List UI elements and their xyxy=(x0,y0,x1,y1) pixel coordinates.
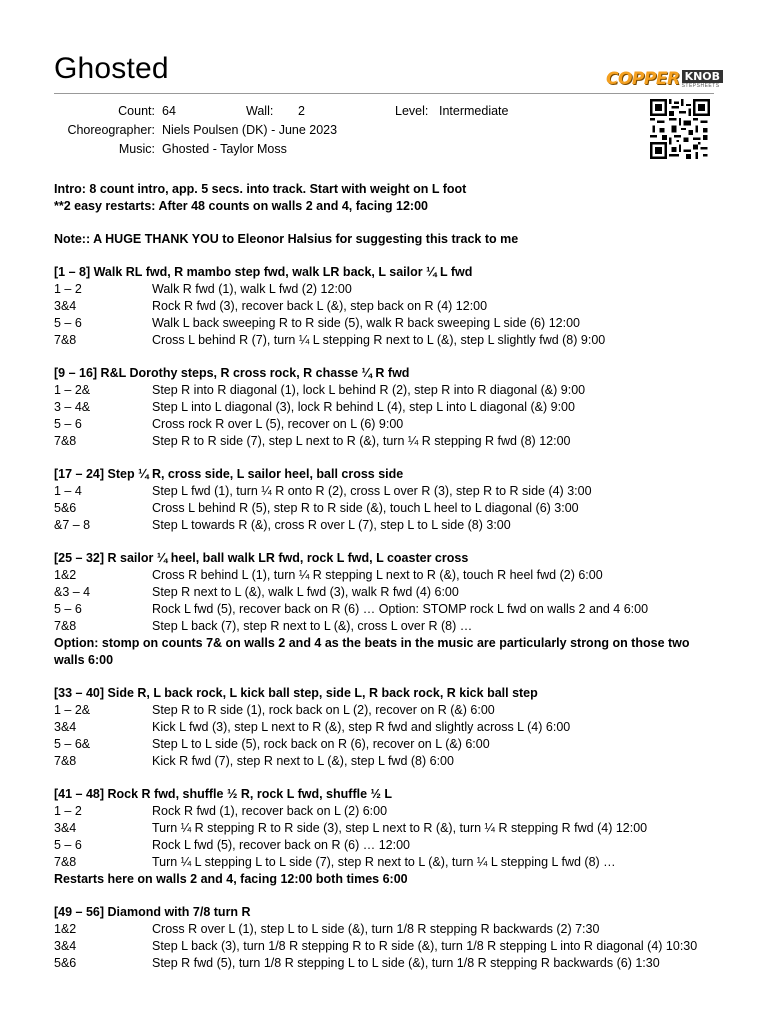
choreographer-value: Niels Poulsen (DK) - June 2023 xyxy=(162,123,338,137)
level-label: Level: xyxy=(395,104,429,118)
step-row xyxy=(54,736,714,753)
section-heading: [33 – 40] Side R, L back rock, L kick ball step, side L, R back rock, R kick ball step xyxy=(54,686,538,700)
step-description: Cross L behind R (5), step R to R side (&), touch L heel to L diagonal (6) 3:00 xyxy=(152,501,579,515)
music-label: Music: xyxy=(118,142,155,156)
section-heading: [49 – 56] Diamond with 7/8 turn R xyxy=(54,905,251,919)
wall-value: 2 xyxy=(298,104,305,118)
step-row xyxy=(54,382,714,399)
step-description: Step L into L diagonal (3), lock R behind L (4), step L into L diagonal (&) 9:00 xyxy=(152,400,575,414)
step-row xyxy=(54,281,714,298)
step-count: 5 – 6 xyxy=(54,838,82,852)
step-description: Step R into R diagonal (1), lock L behind R (2), step R into R diagonal (&) 9:00 xyxy=(152,383,586,397)
step-count: 5 – 6 xyxy=(54,417,82,431)
step-description: Step L back (3), turn 1/8 R stepping R to R side (&), turn 1/8 R stepping L into R diagonal (4) 10:30 xyxy=(152,939,698,953)
step-count: 1 – 2& xyxy=(54,383,91,397)
step-description: Step L to L side (5), rock back on R (6), recover on L (&) 6:00 xyxy=(152,737,490,751)
step-row xyxy=(54,837,714,854)
step-row xyxy=(54,298,714,315)
stepsheet-content xyxy=(54,181,714,988)
step-section xyxy=(54,685,714,770)
step-row xyxy=(54,399,714,416)
step-count: 3&4 xyxy=(54,720,77,734)
intro-line-2: **2 easy restarts: After 48 counts on walls 2 and 4, facing 12:00 xyxy=(54,199,428,213)
step-count: 5 – 6& xyxy=(54,737,91,751)
sections-container xyxy=(54,264,714,972)
step-row xyxy=(54,517,714,534)
step-description: Kick R fwd (7), step R next to L (&), step L fwd (8) 6:00 xyxy=(152,754,454,768)
step-count: 7&8 xyxy=(54,855,77,869)
step-description: Cross L behind R (7), turn ¼ L stepping R next to L (&), step L slightly fwd (8) 9:00 xyxy=(152,333,606,347)
step-count: 3&4 xyxy=(54,299,77,313)
section-note: Restarts here on walls 2 and 4, facing 12:00 both times 6:00 xyxy=(54,872,408,886)
step-row xyxy=(54,601,714,618)
section-heading: [1 – 8] Walk RL fwd, R mambo step fwd, walk LR back, L sailor ¼ L fwd xyxy=(54,265,473,279)
step-description: Walk R fwd (1), walk L fwd (2) 12:00 xyxy=(152,282,352,296)
section-note: Option: stomp on counts 7& on walls 2 and 4 as the beats in the music are particularly strong on those two walls 6:00 xyxy=(54,636,690,667)
qr-code-icon[interactable] xyxy=(650,99,710,159)
wall-label: Wall: xyxy=(246,104,274,118)
step-count: 1&2 xyxy=(54,568,77,582)
step-count: 5 – 6 xyxy=(54,602,82,616)
section-heading: [17 – 24] Step ¼ R, cross side, L sailor heel, ball cross side xyxy=(54,467,404,481)
intro-line-1: Intro: 8 count intro, app. 5 secs. into track. Start with weight on L foot xyxy=(54,182,467,196)
step-row xyxy=(54,618,714,635)
step-count: 3&4 xyxy=(54,821,77,835)
step-count: 5&6 xyxy=(54,956,77,970)
step-section xyxy=(54,786,714,888)
step-row xyxy=(54,938,714,955)
step-row xyxy=(54,433,714,450)
count-label: Count: xyxy=(118,104,155,118)
step-description: Cross rock R over L (5), recover on L (6) 9:00 xyxy=(152,417,404,431)
step-count: 3&4 xyxy=(54,939,77,953)
step-count: 7&8 xyxy=(54,434,77,448)
step-row xyxy=(54,719,714,736)
page-title: Ghosted xyxy=(54,52,169,85)
section-heading: [41 – 48] Rock R fwd, shuffle ½ R, rock L fwd, shuffle ½ L xyxy=(54,787,393,801)
step-description: Turn ¼ R stepping R to R side (3), step L next to R (&), turn ¼ R stepping R fwd (4) 12:00 xyxy=(152,821,648,835)
choreographer-label: Choreographer: xyxy=(67,123,155,137)
step-description: Cross R over L (1), step L to L side (&), turn 1/8 R stepping R backwards (2) 7:30 xyxy=(152,922,600,936)
step-description: Step R to R side (1), rock back on L (2), recover on R (&) 6:00 xyxy=(152,703,495,717)
header-divider xyxy=(54,93,714,94)
step-row xyxy=(54,332,714,349)
step-count: &7 – 8 xyxy=(54,518,91,532)
section-heading: [9 – 16] R&L Dorothy steps, R cross rock, R chasse ¼ R fwd xyxy=(54,366,410,380)
step-description: Step R next to L (&), walk L fwd (3), walk R fwd (4) 6:00 xyxy=(152,585,459,599)
step-count: 1&2 xyxy=(54,922,77,936)
step-description: Rock L fwd (5), recover back on R (6) … 12:00 xyxy=(152,838,410,852)
step-description: Cross R behind L (1), turn ¼ R stepping L next to R (&), touch R heel fwd (2) 6:00 xyxy=(152,568,603,582)
step-section xyxy=(54,904,714,972)
step-row xyxy=(54,753,714,770)
step-count: 7&8 xyxy=(54,619,77,633)
spacer xyxy=(54,248,714,264)
count-value: 64 xyxy=(162,104,176,118)
music-value: Ghosted - Taylor Moss xyxy=(162,142,287,156)
step-description: Rock R fwd (3), recover back L (&), step back on R (4) 12:00 xyxy=(152,299,488,313)
step-description: Step R to R side (7), step L next to R (&), turn ¼ R stepping R fwd (8) 12:00 xyxy=(152,434,571,448)
step-row xyxy=(54,854,714,871)
step-description: Rock R fwd (1), recover back on L (2) 6:00 xyxy=(152,804,388,818)
step-description: Step L towards R (&), cross R over L (7), step L to L side (8) 3:00 xyxy=(152,518,511,532)
step-row xyxy=(54,921,714,938)
step-row xyxy=(54,820,714,837)
step-count: 7&8 xyxy=(54,333,77,347)
step-count: 3 – 4& xyxy=(54,400,91,414)
step-row xyxy=(54,584,714,601)
step-description: Step L fwd (1), turn ¼ R onto R (2), cross L over R (3), step R to R side (4) 3:00 xyxy=(152,484,592,498)
step-count: 1 – 4 xyxy=(54,484,82,498)
step-count: &3 – 4 xyxy=(54,585,91,599)
logo-knob-block xyxy=(682,70,723,89)
step-section xyxy=(54,264,714,349)
step-row xyxy=(54,702,714,719)
step-description: Turn ¼ L stepping L to L side (7), step R next to L (&), turn ¼ L stepping L fwd (8) … xyxy=(152,855,616,869)
logo-sub-text: STEPSHEETS xyxy=(681,82,720,89)
step-row xyxy=(54,567,714,584)
step-row xyxy=(54,500,714,517)
level-value: Intermediate xyxy=(439,104,509,118)
step-row xyxy=(54,315,714,332)
step-count: 1 – 2 xyxy=(54,804,82,818)
step-description: Kick L fwd (3), step L next to R (&), step R fwd and slightly across L (4) 6:00 xyxy=(152,720,571,734)
step-row xyxy=(54,955,714,972)
logo-knob-text: KNOB xyxy=(682,70,723,83)
step-count: 7&8 xyxy=(54,754,77,768)
logo-copper-text: COPPER xyxy=(606,69,680,89)
step-row xyxy=(54,416,714,433)
step-section xyxy=(54,365,714,450)
note-line: Note:: A HUGE THANK YOU to Eleonor Halsius for suggesting this track to me xyxy=(54,232,519,246)
step-section xyxy=(54,550,714,669)
step-count: 5 – 6 xyxy=(54,316,82,330)
section-heading: [25 – 32] R sailor ¼ heel, ball walk LR fwd, rock L fwd, L coaster cross xyxy=(54,551,469,565)
step-section xyxy=(54,466,714,534)
step-description: Rock L fwd (5), recover back on R (6) … Option: STOMP rock L fwd on walls 2 and 4 6:00 xyxy=(152,602,649,616)
step-count: 5&6 xyxy=(54,501,77,515)
step-count: 1 – 2 xyxy=(54,282,82,296)
step-description: Walk L back sweeping R to R side (5), walk R back sweeping L side (6) 12:00 xyxy=(152,316,580,330)
step-description: Step R fwd (5), turn 1/8 R stepping L to L side (&), turn 1/8 R stepping R backwards (6) 1:30 xyxy=(152,956,660,970)
step-row xyxy=(54,483,714,500)
step-count: 1 – 2& xyxy=(54,703,91,717)
step-row xyxy=(54,803,714,820)
copperknob-logo[interactable] xyxy=(606,69,723,89)
step-description: Step L back (7), step R next to L (&), cross L over R (8) … xyxy=(152,619,473,633)
spacer xyxy=(54,215,714,231)
